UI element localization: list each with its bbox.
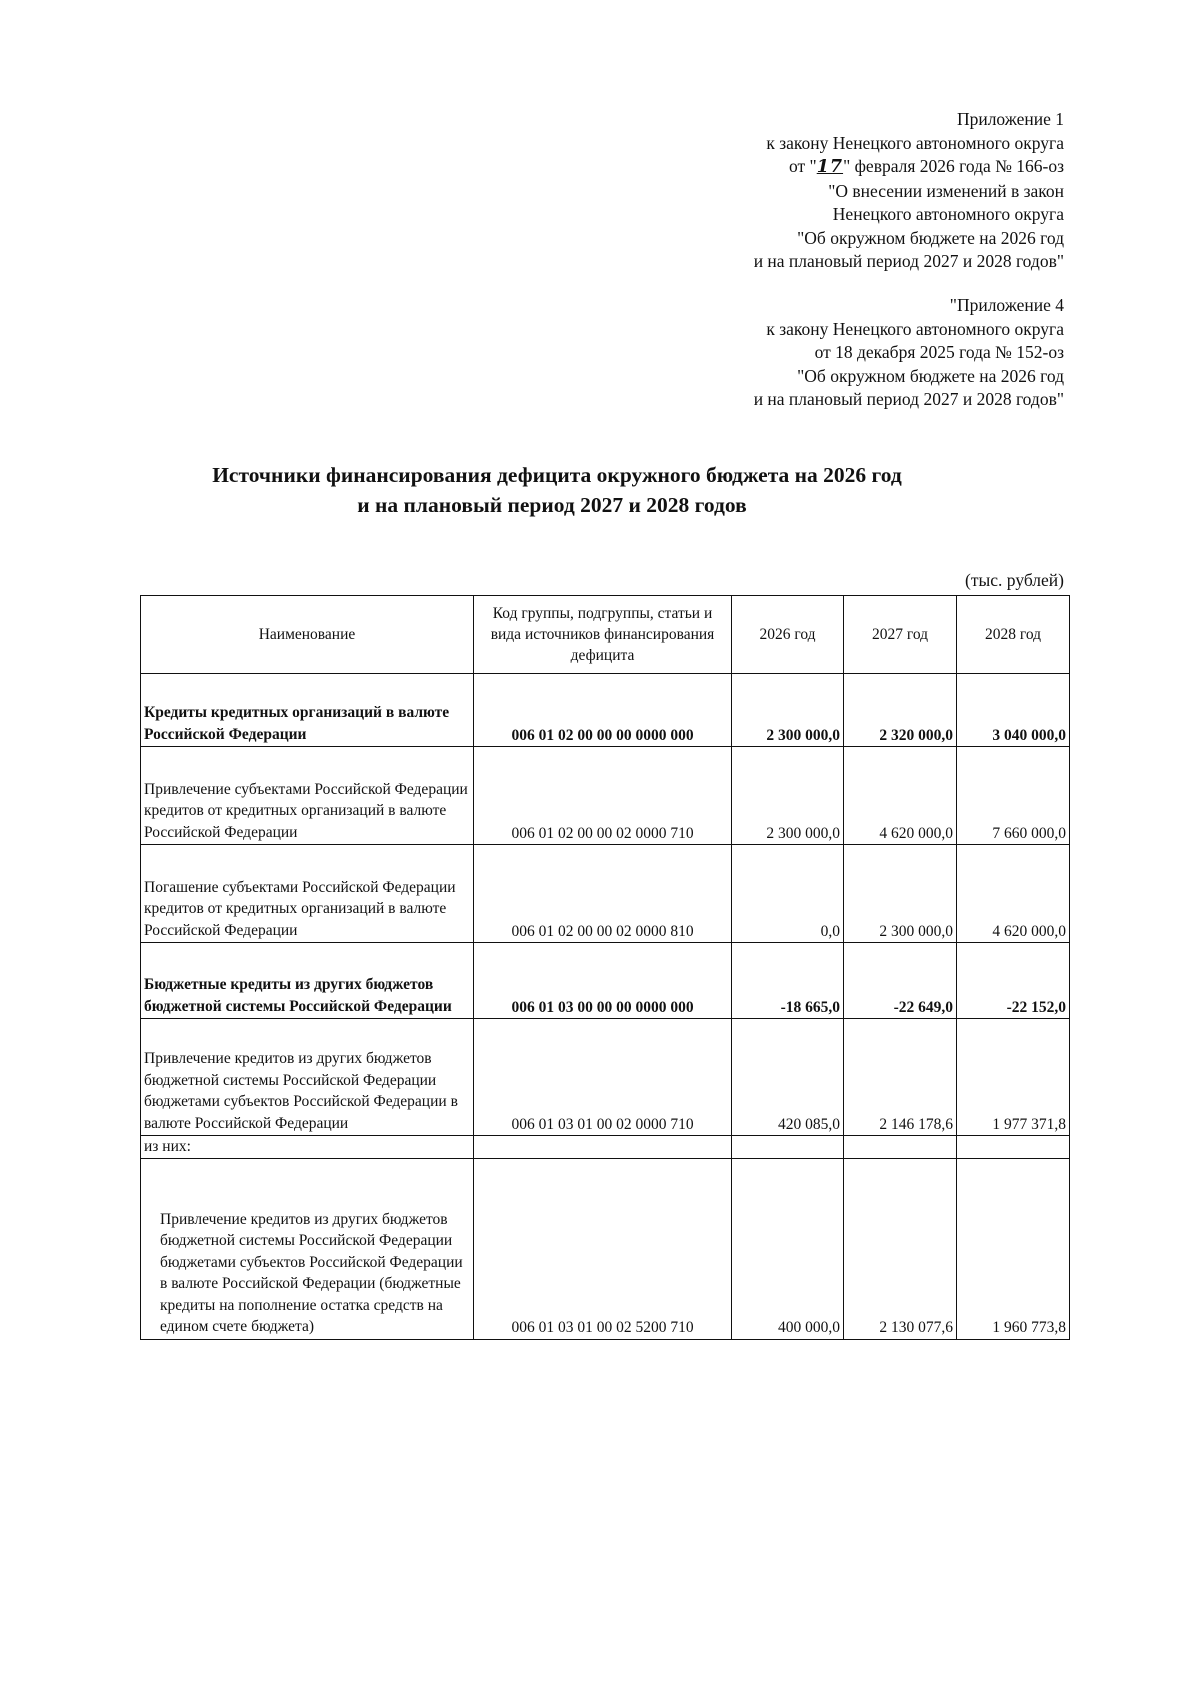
appendix-line: Ненецкого автономного округа [832, 204, 1064, 224]
row-name: Привлечение кредитов из других бюджетов бюджетной системы Российской Федерации бюджетами субъектов Российской Федерации в валюте Российской Федерации (бюджетные кредиты на пополнение остатка средств на едином счете бюджета) [141, 1158, 474, 1339]
appendix-line: "Об окружном бюджете на 2026 год [797, 227, 1064, 248]
appendix-line: "О внесении изменений в закон [828, 180, 1064, 201]
row-2028: 4 620 000,0 [957, 845, 1070, 943]
row-code: 006 01 02 00 00 02 0000 810 [474, 845, 732, 943]
title-line-2: и на плановый период 2027 и 2028 годов [357, 493, 747, 517]
financing-sources-table [140, 595, 1070, 1340]
row-2027: 2 320 000,0 [844, 674, 957, 747]
original-line: и на плановый период 2027 и 2028 годов" [753, 389, 1064, 409]
appendix-date-line [754, 155, 1064, 180]
row-2027: 2 130 077,6 [844, 1158, 957, 1339]
table-row [141, 1158, 1070, 1339]
row-2026: 2 300 000,0 [732, 674, 844, 747]
units-label: (тыс. рублей) [965, 570, 1064, 590]
original-line: "Приложение 4 [949, 295, 1064, 315]
row-2028: -22 152,0 [957, 943, 1070, 1019]
row-code [474, 1136, 732, 1159]
row-2027: 2 300 000,0 [844, 845, 957, 943]
title-line-1: Источники финансирования дефицита окружного бюджета на 2026 год [212, 463, 902, 487]
row-2027: 4 620 000,0 [844, 747, 957, 845]
row-code: 006 01 02 00 00 02 0000 710 [474, 747, 732, 845]
header-2027: 2027 год [844, 596, 957, 674]
row-name: Привлечение кредитов из других бюджетов бюджетной системы Российской Федерации бюджетами субъектов Российской Федерации в валюте Российской Федерации [141, 1019, 474, 1136]
row-2028: 1 960 773,8 [957, 1158, 1070, 1339]
row-code: 006 01 02 00 00 00 0000 000 [474, 674, 732, 747]
row-2026: 400 000,0 [732, 1158, 844, 1339]
date-suffix: " февраля 2026 года № 166-оз [843, 156, 1064, 176]
row-2027 [844, 1136, 957, 1159]
row-name: Привлечение субъектами Российской Федерации кредитов от кредитных организаций в валюте Российской Федерации [141, 747, 474, 845]
row-2026: 2 300 000,0 [732, 747, 844, 845]
row-2026: -18 665,0 [732, 943, 844, 1019]
appendix-line: и на плановый период 2027 и 2028 годов" [753, 251, 1064, 271]
table-header-row [141, 596, 1070, 674]
document-title [0, 460, 1200, 520]
original-appendix-header [754, 294, 1064, 412]
row-name: из них: [141, 1136, 474, 1159]
row-2028: 1 977 371,8 [957, 1019, 1070, 1136]
appendix-line: к закону Ненецкого автономного округа [766, 132, 1064, 153]
original-line: к закону Ненецкого автономного округа [766, 318, 1064, 339]
row-name: Кредиты кредитных организаций в валюте Российской Федерации [141, 674, 474, 747]
row-code: 006 01 03 01 00 02 0000 710 [474, 1019, 732, 1136]
table-row [141, 674, 1070, 747]
row-2026: 420 085,0 [732, 1019, 844, 1136]
row-code: 006 01 03 01 00 02 5200 710 [474, 1158, 732, 1339]
row-name: Бюджетные кредиты из других бюджетов бюджетной системы Российской Федерации [141, 943, 474, 1019]
row-2026 [732, 1136, 844, 1159]
appendix-line: Приложение 1 [956, 109, 1064, 129]
appendix-header [754, 108, 1064, 274]
table-row [141, 1136, 1070, 1159]
row-name: Погашение субъектами Российской Федерации кредитов от кредитных организаций в валюте Российской Федерации [141, 845, 474, 943]
table-row [141, 747, 1070, 845]
table-row [141, 943, 1070, 1019]
row-2028 [957, 1136, 1070, 1159]
header-2026: 2026 год [732, 596, 844, 674]
date-prefix: от " [789, 156, 817, 176]
header-name: Наименование [141, 596, 474, 674]
original-line: "Об окружном бюджете на 2026 год [797, 365, 1064, 386]
handwritten-day: 17 [816, 157, 844, 177]
row-2027: -22 649,0 [844, 943, 957, 1019]
row-code: 006 01 03 00 00 00 0000 000 [474, 943, 732, 1019]
table-row [141, 1019, 1070, 1136]
header-code: Код группы, подгруппы, статьи и вида источников финансирования дефицита [474, 596, 732, 674]
row-2028: 7 660 000,0 [957, 747, 1070, 845]
original-line: от 18 декабря 2025 года № 152-оз [814, 342, 1064, 362]
row-2028: 3 040 000,0 [957, 674, 1070, 747]
header-2028: 2028 год [957, 596, 1070, 674]
table-row [141, 845, 1070, 943]
row-2027: 2 146 178,6 [844, 1019, 957, 1136]
row-2026: 0,0 [732, 845, 844, 943]
